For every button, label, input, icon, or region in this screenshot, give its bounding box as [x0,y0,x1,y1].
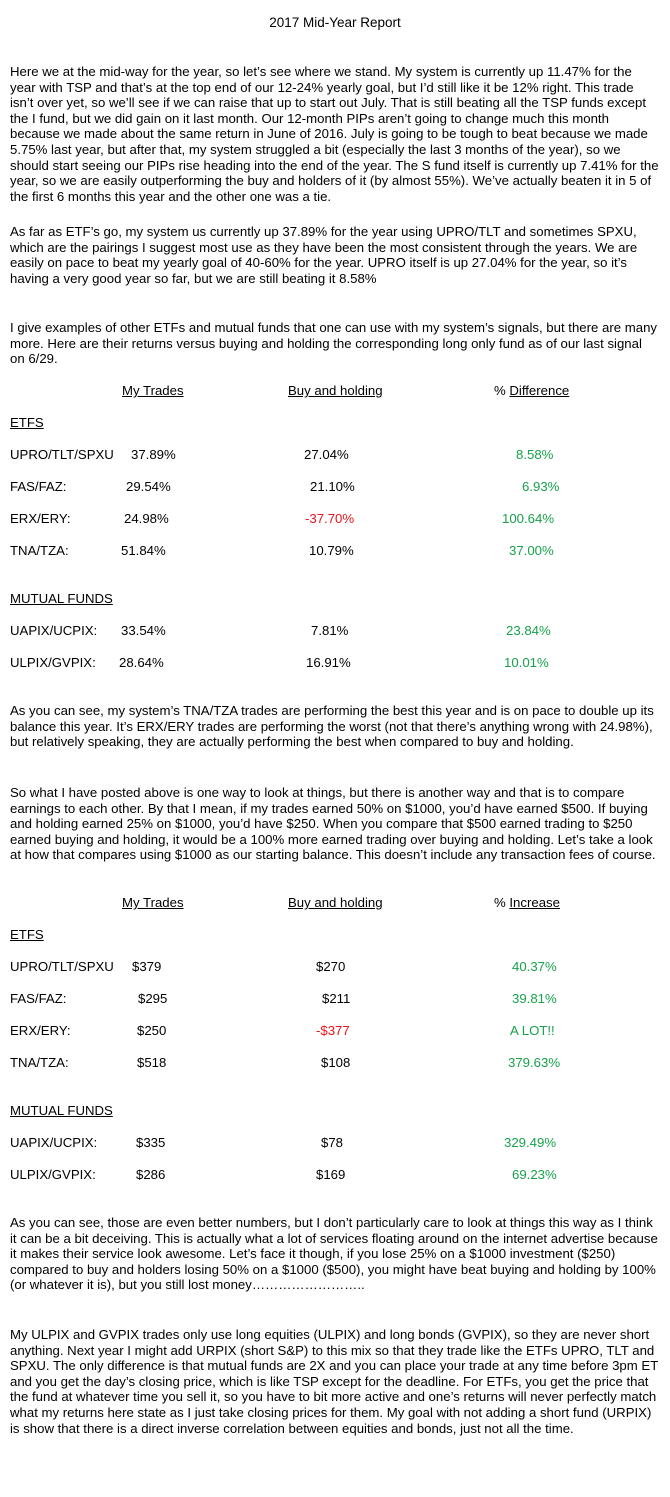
my-trades-value: 51.84% [121,543,166,558]
fund-name: ERX/ERY: [10,511,71,526]
increase-value: A LOT!! [510,1023,555,1038]
fund-name: UAPIX/UCPIX: [10,1135,98,1150]
my-trades-value: 28.64% [119,655,164,670]
header-buy-and-holding: Buy and holding [288,895,383,910]
table-row [0,1167,670,1183]
difference-value: 6.93% [522,479,560,494]
buy-hold-value: 7.81% [311,623,349,638]
table-row [0,655,670,671]
buy-hold-value: $108 [321,1055,351,1070]
table-row [0,959,670,975]
paragraph-tna-erx-commentary: As you can see, my system’s TNA/TZA trades are performing the best this year and is on pace to double up its balance this year. It’s ERX/ERY trades are performing the worst (not that there’s anything wrong with 24.98%), but relatively speaking, they are actually performing the best when compared to buy and holding. [10,703,654,750]
header-increase-word: Increase [509,895,560,910]
header-my-trades: My Trades [122,895,184,910]
header-difference-word: Difference [509,383,570,398]
my-trades-value: $335 [136,1135,166,1150]
table-row [0,623,670,639]
fund-name: ERX/ERY: [10,1023,71,1038]
fund-name: TNA/TZA: [10,1055,69,1070]
my-trades-value: 37.89% [131,447,176,462]
my-trades-value: 33.54% [121,623,166,638]
table-row [0,479,670,495]
buy-hold-value: -$377 [316,1023,350,1038]
my-trades-value: $379 [132,959,162,974]
difference-value: 100.64% [502,511,555,526]
buy-hold-value: $270 [316,959,346,974]
my-trades-value: $250 [137,1023,167,1038]
table-row [0,543,670,559]
paragraph-mutual-fund-notes: My ULPIX and GVPIX trades only use long equities (ULPIX) and long bonds (GVPIX), so they are never short anything. Next year I might add URPIX (short S&P) to this mix so that they trade like the ETFs UPRO, TLT and SPXU. The only difference is that mutual funds are 2X and you can place your trade at any time before 3pm ET and you get the day’s closing price, which is like TSP except for the deadline. For ETFs, you get the price that the fund at whatever time you sell it, so you have to bit more active and one’s returns will never perfectly match what my returns here state as I just take closing prices for them. My goal with not adding a short fund (URPIX) is show that there is a direct inverse correlation between equities and bonds, just not all the time. [10,1327,659,1436]
my-trades-value: $286 [136,1167,166,1182]
buy-hold-value: 27.04% [304,447,349,462]
increase-value: 40.37% [512,959,557,974]
fund-name: UAPIX/UCPIX: [10,623,98,638]
my-trades-value: 24.98% [124,511,169,526]
table-row [0,511,670,527]
fund-name: FAS/FAZ: [10,479,67,494]
table-row [0,991,670,1007]
paragraph-deceiving-numbers: As you can see, those are even better numbers, but I don’t particularly care to look at things this way as I think it can be a bit deceiving. This is actually what a lot of services floating around on the internet advertise because it makes their service look awesome. Let’s face it though, if you lose 25% on a $1000 investment ($250) compared to buy and holders losing 50% on a $1000 ($500), you might have beat buying and holding by 100% (or whatever it is), but you still lost money…………………….. [10,1215,658,1293]
paragraph-etf-summary: As far as ETF’s go, my system us currently up 37.89% for the year using UPRO/TLT and sometimes SPXU, which are the pairings I suggest most use as they have been the most consistent through the years. We are easily on pace to beat my yearly goal of 40-60% for the year. UPRO itself is up 27.04% for the year, so it’s having a very good year so far, but we are still beating it 8.58% [10,224,638,286]
fund-name: UPRO/TLT/SPXU [10,447,114,462]
buy-hold-value: -37.70% [305,511,355,526]
section-mutual-funds: MUTUAL FUNDS [10,1103,113,1118]
difference-value: 8.58% [516,447,554,462]
buy-hold-value: 21.10% [310,479,355,494]
section-mutual-funds: MUTUAL FUNDS [10,591,113,606]
my-trades-value: 29.54% [126,479,171,494]
table-row [0,1055,670,1071]
paragraph-earnings-comparison: So what I have posted above is one way to look at things, but there is another way and that is to compare earnings to each other. By that I mean, if my trades earned 50% on $1000, you’d have earned $500. If buying and holding earned 25% on $1000, you’d have $250. When you compare that $500 earned trading to $250 earned buying and holding, it would be a 100% more earned trading over buying and holding. Let’s take a look at how that compares using $1000 as our starting balance. This doesn’t include any transaction fees of course. [10,785,656,863]
difference-value: 23.84% [506,623,551,638]
header-buy-and-holding: Buy and holding [288,383,383,398]
paragraph-tsp-summary: Here we at the mid-way for the year, so let’s see where we stand. My system is currently up 11.47% for the year with TSP and that’s at the top end of our 12-24% yearly goal, but I’d still like it be 12% right. This trade isn’t over yet, so we’ll see if we can raise that up to start out July. That is still beating all the TSP funds except the I fund, but we did gain on it last month. Our 12-month PIPs aren’t going to change much this month because we made about the same return in June of 2016. July is going to be tough to beat because we made 5.75% last year, but after that, my system struggled a bit (especially the last 3 months of the year), so we should start seeing our PIPs rise heading into the end of the year. The S fund itself is currently up 7.41% for the year, so we are easily outperforming the buy and holders of it (by almost 55%). We’ve actually beaten it in 5 of the first 6 months this year and the other one was a tie. [10,64,659,204]
increase-value: 69.23% [512,1167,557,1182]
fund-name: TNA/TZA: [10,543,69,558]
header-percent-prefix: % [494,383,510,398]
buy-hold-value: 10.79% [309,543,354,558]
fund-name: FAS/FAZ: [10,991,67,1006]
my-trades-value: $295 [138,991,168,1006]
buy-hold-value: $78 [321,1135,344,1150]
difference-value: 37.00% [509,543,554,558]
header-percent-difference [494,383,569,398]
report-title: 2017 Mid-Year Report [269,15,401,30]
table-row [0,1023,670,1039]
table-row [0,1135,670,1151]
difference-value: 10.01% [504,655,549,670]
section-etfs: ETFS [10,415,44,430]
header-my-trades: My Trades [122,383,184,398]
buy-hold-value: $169 [316,1167,346,1182]
increase-value: 329.49% [504,1135,557,1150]
buy-hold-value: 16.91% [306,655,351,670]
fund-name: ULPIX/GVPIX: [10,1167,96,1182]
fund-name: UPRO/TLT/SPXU [10,959,114,974]
header-percent-increase [494,895,560,910]
fund-name: ULPIX/GVPIX: [10,655,96,670]
table-row [0,447,670,463]
increase-value: 379.63% [508,1055,561,1070]
my-trades-value: $518 [137,1055,167,1070]
increase-value: 39.81% [512,991,557,1006]
paragraph-other-funds-intro: I give examples of other ETFs and mutual funds that one can use with my system’s signals, but there are many more. Here are their returns versus buying and holding the corresponding long only fund as of our last signal on 6/29. [10,320,657,367]
buy-hold-value: $211 [322,991,351,1006]
section-etfs: ETFS [10,927,44,942]
header-percent-prefix: % [494,895,510,910]
